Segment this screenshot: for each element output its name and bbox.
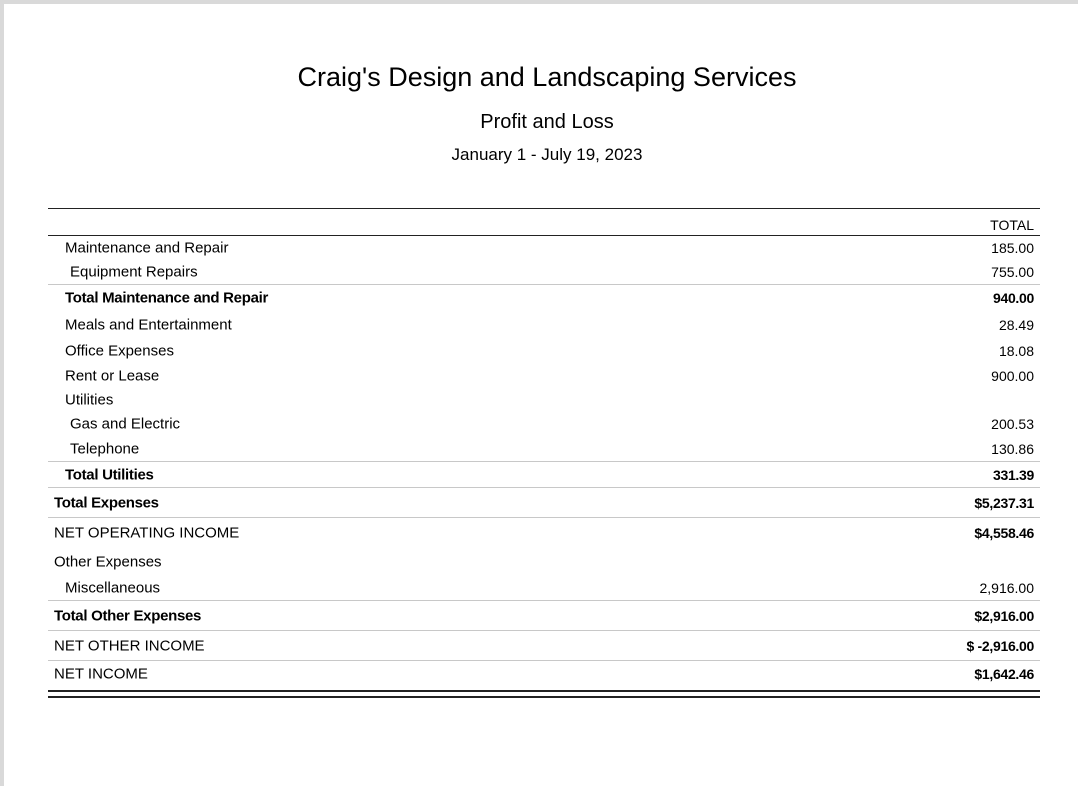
row-amount: 2,916.00 bbox=[979, 580, 1034, 596]
row-miscellaneous bbox=[48, 576, 1040, 600]
row-telephone bbox=[48, 436, 1040, 461]
row-net-income bbox=[48, 660, 1040, 686]
row-label: NET INCOME bbox=[54, 665, 148, 682]
row-label: Meals and Entertainment bbox=[65, 316, 232, 333]
row-amount: 200.53 bbox=[991, 416, 1034, 432]
row-net-other-income bbox=[48, 630, 1040, 660]
row-label: Other Expenses bbox=[54, 553, 162, 570]
report-page bbox=[4, 4, 1078, 786]
row-other-expenses bbox=[48, 547, 1040, 576]
company-name: Craig's Design and Landscaping Services bbox=[297, 62, 797, 92]
column-header-row bbox=[48, 209, 1040, 236]
row-total-utilities bbox=[48, 461, 1040, 487]
row-office-expenses bbox=[48, 339, 1040, 363]
row-amount: $ -2,916.00 bbox=[966, 637, 1034, 654]
row-maintenance-and-repair bbox=[48, 236, 1040, 260]
row-amount: 130.86 bbox=[991, 440, 1034, 457]
row-label: Total Other Expenses bbox=[54, 607, 202, 624]
row-label: Total Utilities bbox=[65, 466, 154, 483]
row-amount: $2,916.00 bbox=[974, 607, 1034, 624]
row-label: Gas and Electric bbox=[70, 415, 181, 433]
row-label: Maintenance and Repair bbox=[65, 239, 229, 257]
row-meals-and-entertainment bbox=[48, 310, 1040, 339]
report-title: Profit and Loss bbox=[480, 111, 614, 133]
row-amount: $4,558.46 bbox=[974, 524, 1034, 541]
row-label: Total Maintenance and Repair bbox=[65, 289, 269, 306]
row-equipment-repairs bbox=[48, 260, 1040, 284]
row-label: Total Expenses bbox=[54, 494, 159, 511]
row-total-other-expenses bbox=[48, 600, 1040, 630]
row-amount: 755.00 bbox=[991, 264, 1034, 280]
table-double-rule bbox=[48, 690, 1040, 698]
row-amount: 28.49 bbox=[998, 316, 1034, 333]
row-label: Office Expenses bbox=[65, 342, 174, 360]
row-amount: $5,237.31 bbox=[974, 494, 1034, 511]
row-amount: 900.00 bbox=[991, 367, 1034, 384]
row-rent-or-lease bbox=[48, 363, 1040, 388]
row-gas-and-electric bbox=[48, 412, 1040, 436]
row-amount: 18.08 bbox=[998, 343, 1034, 359]
row-utilities bbox=[48, 388, 1040, 412]
row-amount: $1,642.46 bbox=[974, 665, 1034, 682]
row-label: NET OTHER INCOME bbox=[54, 637, 205, 654]
report-table bbox=[48, 208, 1040, 698]
row-total-maintenance-and-repair bbox=[48, 284, 1040, 310]
column-header-total: TOTAL bbox=[990, 217, 1034, 233]
row-label: Rent or Lease bbox=[65, 367, 160, 384]
row-label: NET OPERATING INCOME bbox=[54, 524, 240, 541]
row-amount: 331.39 bbox=[992, 466, 1034, 483]
row-label: Telephone bbox=[70, 440, 140, 457]
report-date-range: January 1 - July 19, 2023 bbox=[451, 145, 643, 164]
row-net-operating-income bbox=[48, 517, 1040, 547]
row-label: Miscellaneous bbox=[65, 579, 161, 597]
row-label: Equipment Repairs bbox=[70, 263, 198, 281]
row-total-expenses bbox=[48, 487, 1040, 517]
row-amount: 185.00 bbox=[991, 240, 1034, 256]
row-label: Utilities bbox=[65, 391, 114, 409]
row-amount: 940.00 bbox=[992, 289, 1034, 306]
